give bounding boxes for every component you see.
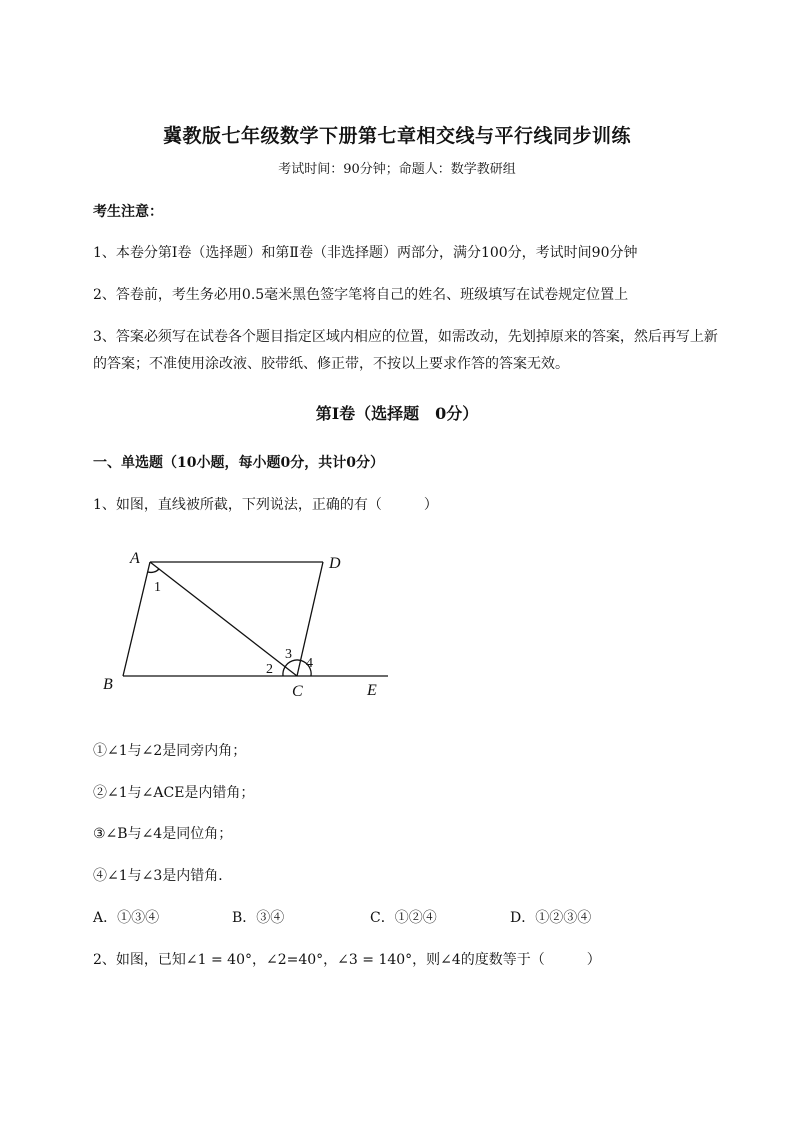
option-b[interactable]: B．③④ (232, 910, 285, 926)
page-title: 冀教版七年级数学下册第七章相交线与平行线同步训练 (162, 125, 631, 147)
option-c[interactable]: C．①②④ (370, 910, 437, 926)
label-e: E (367, 682, 377, 699)
label-d: D (329, 555, 341, 572)
statement-2: ②∠1与∠ACE是内错角； (93, 785, 255, 801)
angle-label-4: 4 (306, 656, 313, 671)
label-b: B (103, 676, 113, 693)
statement-1: ①∠1与∠2是同旁内角； (93, 743, 247, 759)
label-a: A (130, 550, 140, 567)
statement-3: ③∠B与∠4是同位角； (93, 826, 233, 842)
notice-item-3: 3、答案必须写在试卷各个题目指定区域内相应的位置，如需改动，先划掉原来的答案，然后再写上新 (93, 329, 718, 345)
question-1-stem: 1、如图，直线被所截，下列说法，正确的有（ ） (93, 497, 438, 513)
section-title: 第I卷（选择题 0分） (315, 404, 479, 423)
notice-item-3-continued: 的答案；不准使用涂改液、胶带纸、修正带，不按以上要求作答的答案无效。 (93, 356, 569, 372)
angle-label-3: 3 (285, 647, 292, 662)
notice-item-1: 1、本卷分第I卷（选择题）和第Ⅱ卷（非选择题）两部分，满分100分，考试时间90分钟 (93, 245, 638, 261)
exam-info: 考试时间：90分钟；命题人：数学教研组 (278, 162, 516, 177)
segment-ac (150, 562, 297, 676)
angle-1-arc (148, 569, 159, 572)
option-a[interactable]: A．①③④ (93, 910, 160, 926)
statement-4: ④∠1与∠3是内错角． (93, 868, 233, 884)
notice-heading: 考生注意： (93, 204, 163, 220)
angle-label-1: 1 (154, 580, 161, 595)
question-1-figure (95, 540, 405, 710)
option-d[interactable]: D．①②③④ (510, 910, 592, 926)
angle-2-arc (283, 667, 285, 676)
angle-label-2: 2 (266, 662, 273, 677)
segment-ab (123, 562, 150, 676)
part-heading: 一、单选题（10小题，每小题0分，共计0分） (93, 455, 384, 471)
label-c: C (292, 683, 303, 700)
notice-item-2: 2、答卷前，考生务必用0.5毫米黑色签字笔将自己的姓名、班级填写在试卷规定位置上 (93, 287, 629, 303)
question-2-stem: 2、如图，已知∠1 = 40°，∠2=40°，∠3 = 140°，则∠4的度数等于（ ） (93, 952, 601, 968)
